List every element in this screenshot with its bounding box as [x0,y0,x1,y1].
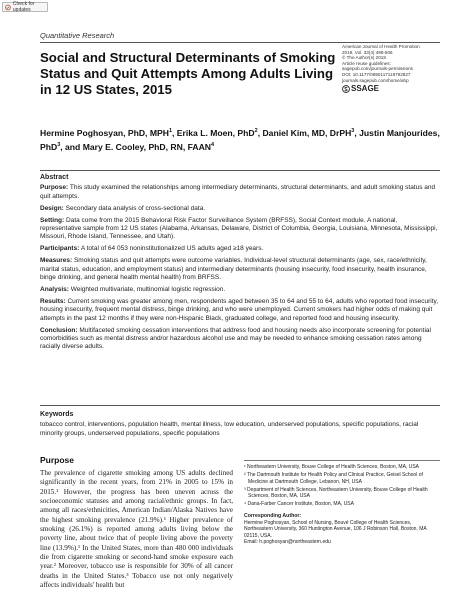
author-name: Hermine Poghosyan, PhD, MPH [40,127,169,138]
author-name: Erika L. Moen, PhD [176,127,255,138]
abstract-label: Conclusion: [40,326,78,334]
sage-logo-icon [342,85,350,93]
affiliation-3: ³ Department of Health Sciences, Northeastern University, Bouve College of Health Sciences, Boston, MA, USA [244,486,428,500]
abstract-text: Multifaceted smoking cessation interventions that address food and housing needs also incorporate screening for potential comorbidities such as mental distress and/or hazardous alcohol use and may be needed to enhance smoking cessation rates among racially diverse adults. [40,326,431,351]
abstract-text: This study examined the relationships among intermediary determinants, structural determinants, and adult smoking status and quit attempts. [40,184,436,200]
abstract-text: Data come from the 2015 Behavioral Risk Factor Surveillance System (BRFSS), Social Context module. A national, representative sample from 12 US states (Alabama, Arkansas, Delaware, District of Columbia, Georgia, Louisiana, Minnesota, Mississippi, Missouri, Rhode Island, Tennessee, and Utah). [40,216,438,241]
journal-homepage-link[interactable]: journals.sagepub.com/home/ahp [342,77,409,83]
abstract-paragraph [40,286,440,294]
author-name: Mary E. Cooley, PhD, RN, FAAN [82,141,211,152]
purpose-heading: Purpose [40,455,75,465]
abstract-section [40,170,440,406]
author-affiliation-marker: 3 [351,128,355,134]
badge-label: Check for updates [12,1,35,13]
abstract-paragraph [40,298,440,323]
purpose-paragraph: The prevalence of cigarette smoking among US adults declined significantly in the recent years, from 21% in 2005 to 15% in 2015.¹ However, the progress has been uneven across the socioeconomic statuses and among racial/ethnic groups. In fact, among all races/ethnicities, American Indian/Alaska Natives have the highest smoking prevalence (21.9%).¹ Higher prevalence of smoking (26.1%) is reported among adults living below the poverty line, about twice that of people living above the poverty line (13.9%).¹ In the United States, more than 480 000 individuals die from cigarette smoking or second-hand smoke exposure each year.² Moreover, tobacco use is responsible for 30% of all cancer deaths in the United States.³ Tobacco use not only negatively affects individuals' health but [40,469,233,590]
abstract-heading: Abstract [40,174,69,181]
publisher-name: SSAGE [351,84,380,94]
purpose-body [40,469,233,590]
corresponding-author-heading: Corresponding Author: [244,512,302,519]
author-separator: , [354,127,360,138]
keywords-section [40,411,440,438]
affiliation-1: ¹ Northeastern University, Bouve College of Health Sciences, Boston, MA, USA [244,464,419,470]
author-affiliation-marker: 1 [168,128,172,134]
abstract-paragraph [40,205,440,213]
abstract-text: Secondary data analysis of cross-sectional data. [65,204,206,212]
affiliation-2: ² The Dartmouth Institute for Health Policy and Clinical Practice, Geisel School of Medicine at Dartmouth College, Lebanon, NH, USA [244,472,423,485]
header-rule [40,42,440,43]
corresponding-author-address: Hermine Poghosyan, School of Nursing, Bouvé College of Health Sciences, Northeastern University, 360 Huntington Avenue, 106 J Robinson Hall, Boston, MA 02115, USA. [244,520,427,539]
article-category: Quantitative Research [40,31,115,40]
journal-link[interactable]: sagepub.com/journals-permissions [342,66,413,72]
keywords-list: tobacco control, interventions, population health, mental illness, low education, underserved populations, specific populations, racial minority groups, underserved populations, specific populations [40,421,419,437]
corresponding-author-email[interactable]: Email: h.poghosyan@northeastern.edu [244,538,331,545]
abstract-text: Weighted multivariate, multinomial logistic regression. [70,285,226,293]
abstract-label: Purpose: [40,184,69,192]
author-affiliation-marker: 4 [211,141,215,148]
author-separator: , [257,127,263,138]
author-separator: , [172,127,177,138]
author-list [40,125,440,153]
refresh-check-icon [5,4,11,11]
affiliation-4: ⁴ Dana-Farber Cancer Institute, Boston, MA, USA [244,501,354,508]
abstract-paragraph [40,184,440,201]
author-affiliation-marker: 2 [254,128,258,134]
abstract-text: Smoking status and quit attempts were outcome variables. Individual-level structural determinants (age, sex, race/ethnicity, marital status, education, and employment status) and intermediary determinants (housing insecurity, food insecurity, health insurance, binge drinking, and general health mental health) from BRFSS. [40,257,427,282]
abstract-paragraph [40,257,440,282]
journal-line: American Journal of Health Promotion [342,44,420,49]
footnote-divider [244,460,440,461]
journal-line: Article reuse guidelines: [342,60,391,66]
author-separator: , and [60,141,83,152]
author-name: Justin Manjourides, PhD [40,127,440,152]
abstract-paragraph [40,327,440,352]
abstract-label: Setting: [40,216,65,224]
author-affiliation-marker: 3 [57,141,61,148]
affiliations-column [244,460,440,545]
journal-line: © The Author(s) 2018 [342,55,386,61]
journal-line: 2019, Vol. 33(4) 498-506 [342,49,393,55]
abstract-label: Analysis: [40,285,69,293]
journal-info [342,44,440,93]
abstract-text: A total of 64 053 noninstitutionalized US adults aged ≥18 years. [80,245,264,253]
abstract-text: Current smoking was greater among men, respondents aged between 35 to 64 and 55 to 64, adults who reported food insecurity, housing insecurity, frequent mental distress, binge drinking, and who were unemployed. Current smokers had higher odds of making quit attempts in the past 12 months if they were non-Hispanic Black, graduated college, and reported food and housing insecurity. [40,297,439,322]
journal-doi[interactable]: DOI: 10.1177/0890117118792827 [342,71,411,77]
abstract-label: Measures: [40,257,73,265]
article-title: Social and Structural Determinants of Smoking Status and Quit Attempts Among Adults Living in 12 US States, 2015 [40,50,336,97]
abstract-label: Participants: [40,245,80,253]
abstract-label: Design: [40,204,64,212]
abstract-paragraph [40,245,440,253]
abstract-label: Results: [40,297,66,305]
author-name: Daniel Kim, MD, DrPH [262,127,352,138]
abstract-paragraph [40,217,440,242]
sage-logo [342,85,440,93]
keywords-heading: Keywords [40,411,74,418]
check-for-updates-badge[interactable] [2,2,48,12]
